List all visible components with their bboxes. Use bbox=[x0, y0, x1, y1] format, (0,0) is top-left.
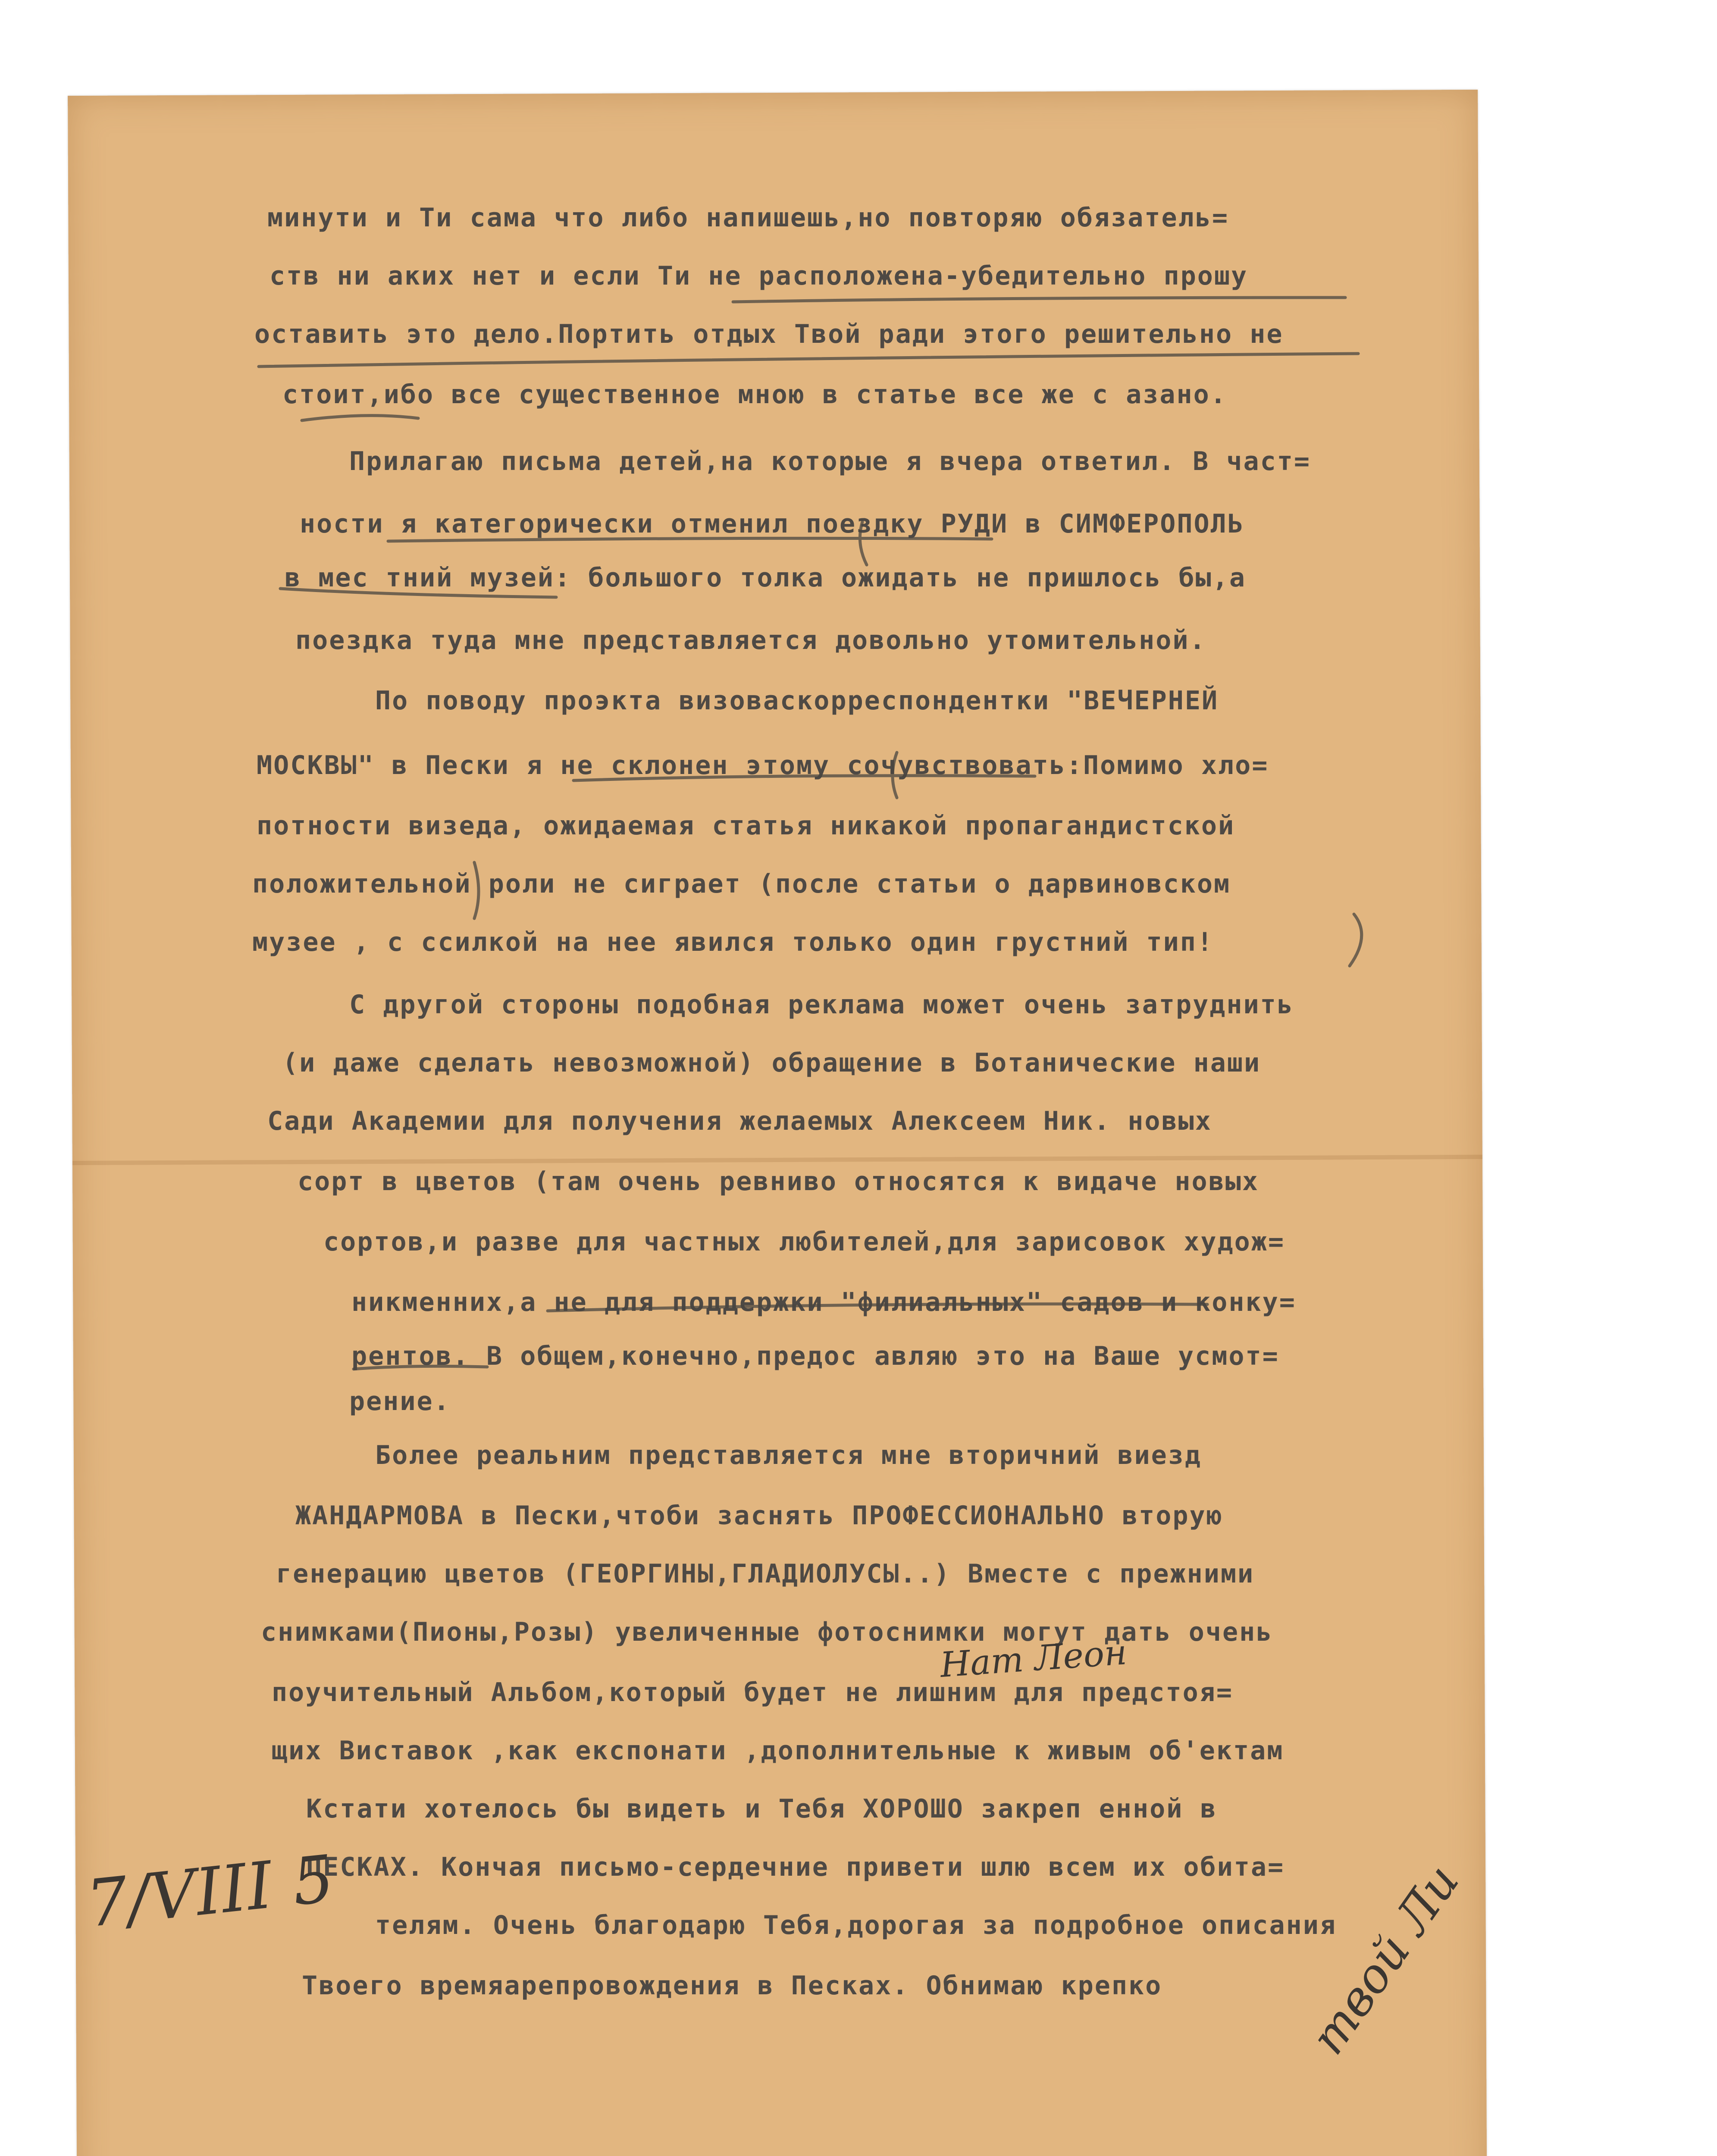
text-line: рентов. В общем,конечно,предос авляю это на Ваше усмот= bbox=[351, 1341, 1279, 1371]
text-line: МОСКВЫ" в Пески я не склонен этому сочувствовать:Помимо хло= bbox=[257, 750, 1269, 780]
handwritten-date-mark: 7/VIII 5 bbox=[83, 1841, 338, 1942]
text-line: генерацию цветов (ГЕОРГИНЫ,ГЛАДИОЛУСЫ..) Вместе с прежними bbox=[276, 1559, 1255, 1589]
paper-fold bbox=[72, 1155, 1482, 1165]
text-line: С другой стороны подобная реклама может очень затруднить bbox=[349, 990, 1294, 1020]
text-line: поездка туда мне представляется довольно утомительной. bbox=[295, 625, 1206, 655]
text-line: Твоего времяарепровождения в Песках. Обнимаю крепко bbox=[302, 1971, 1162, 2001]
text-line: потности визеда, ожидаемая статья никакой пропагандистской bbox=[257, 811, 1235, 841]
text-line: щих Виставок ,как експонати ,дополнительные к живым об'ектам bbox=[272, 1736, 1284, 1766]
handwritten-insertion: Нат Леон bbox=[939, 1632, 1128, 1686]
text-line: По поводу проэкта визоваскорреспондентки "ВЕЧЕРНЕЙ bbox=[375, 686, 1219, 716]
text-line: рение. bbox=[349, 1386, 451, 1416]
text-line: ности я категорически отменил поездку РУДИ в СИМФЕРОПОЛЬ bbox=[300, 509, 1244, 539]
text-line: ств ни аких нет и если Ти не расположена-убедительно прошу bbox=[269, 261, 1248, 291]
text-line: никменних,а не для поддержки "филиальных" садов и конку= bbox=[351, 1287, 1296, 1317]
text-line: Сади Академии для получения желаемых Алексеем Ник. новых bbox=[267, 1106, 1212, 1136]
text-line: телям. Очень благодарю Тебя,дорогая за подробное описания bbox=[375, 1910, 1337, 1940]
text-line: минути и Ти сама что либо напишешь,но повторяю обязатель= bbox=[267, 203, 1229, 233]
text-line: поучительный Альбом,который будет не лишним для предстоя= bbox=[272, 1677, 1234, 1708]
text-line: ПЕСКАХ. Кончая письмо-сердечние привети шлю всем их обита= bbox=[306, 1852, 1285, 1882]
text-line: (и даже сделать невозможной) обращение в Ботанические наши bbox=[282, 1048, 1261, 1078]
handwritten-signature: твой Ли bbox=[1300, 1855, 1470, 2064]
text-line: ЖАНДАРМОВА в Пески,чтоби заснять ПРОФЕССИОНАЛЬНО вторую bbox=[295, 1501, 1223, 1531]
text-line: сорт в цветов (там очень ревниво относятся к видаче новых bbox=[298, 1166, 1260, 1197]
text-line: положительной роли не сиграет (после статьи о дарвиновском bbox=[252, 869, 1231, 899]
text-line: снимками(Пионы,Розы) увеличенные фотоснимки могут дать очень bbox=[261, 1617, 1273, 1647]
text-line: музее , с ссилкой на нее явился только один грустний тип! bbox=[252, 927, 1214, 957]
text-line: сортов,и разве для частных любителей,для зарисовок худож= bbox=[323, 1227, 1285, 1257]
text-line: Прилагаю письма детей,на которые я вчера ответил. В част= bbox=[349, 446, 1311, 476]
text-line: оставить это дело.Портить отдых Твой ради этого решительно не bbox=[254, 319, 1284, 349]
text-line: стоит,ибо все существенное мною в статье все же с азано. bbox=[282, 379, 1227, 410]
text-line: Более реальним представляется мне вторичний виезд bbox=[375, 1440, 1202, 1470]
text-line: Кстати хотелось бы видеть и Тебя ХОРОШО закреп енной в bbox=[306, 1794, 1217, 1824]
text-line: в мес тний музей: большого толка ожидать не пришлось бы,а bbox=[285, 563, 1247, 593]
